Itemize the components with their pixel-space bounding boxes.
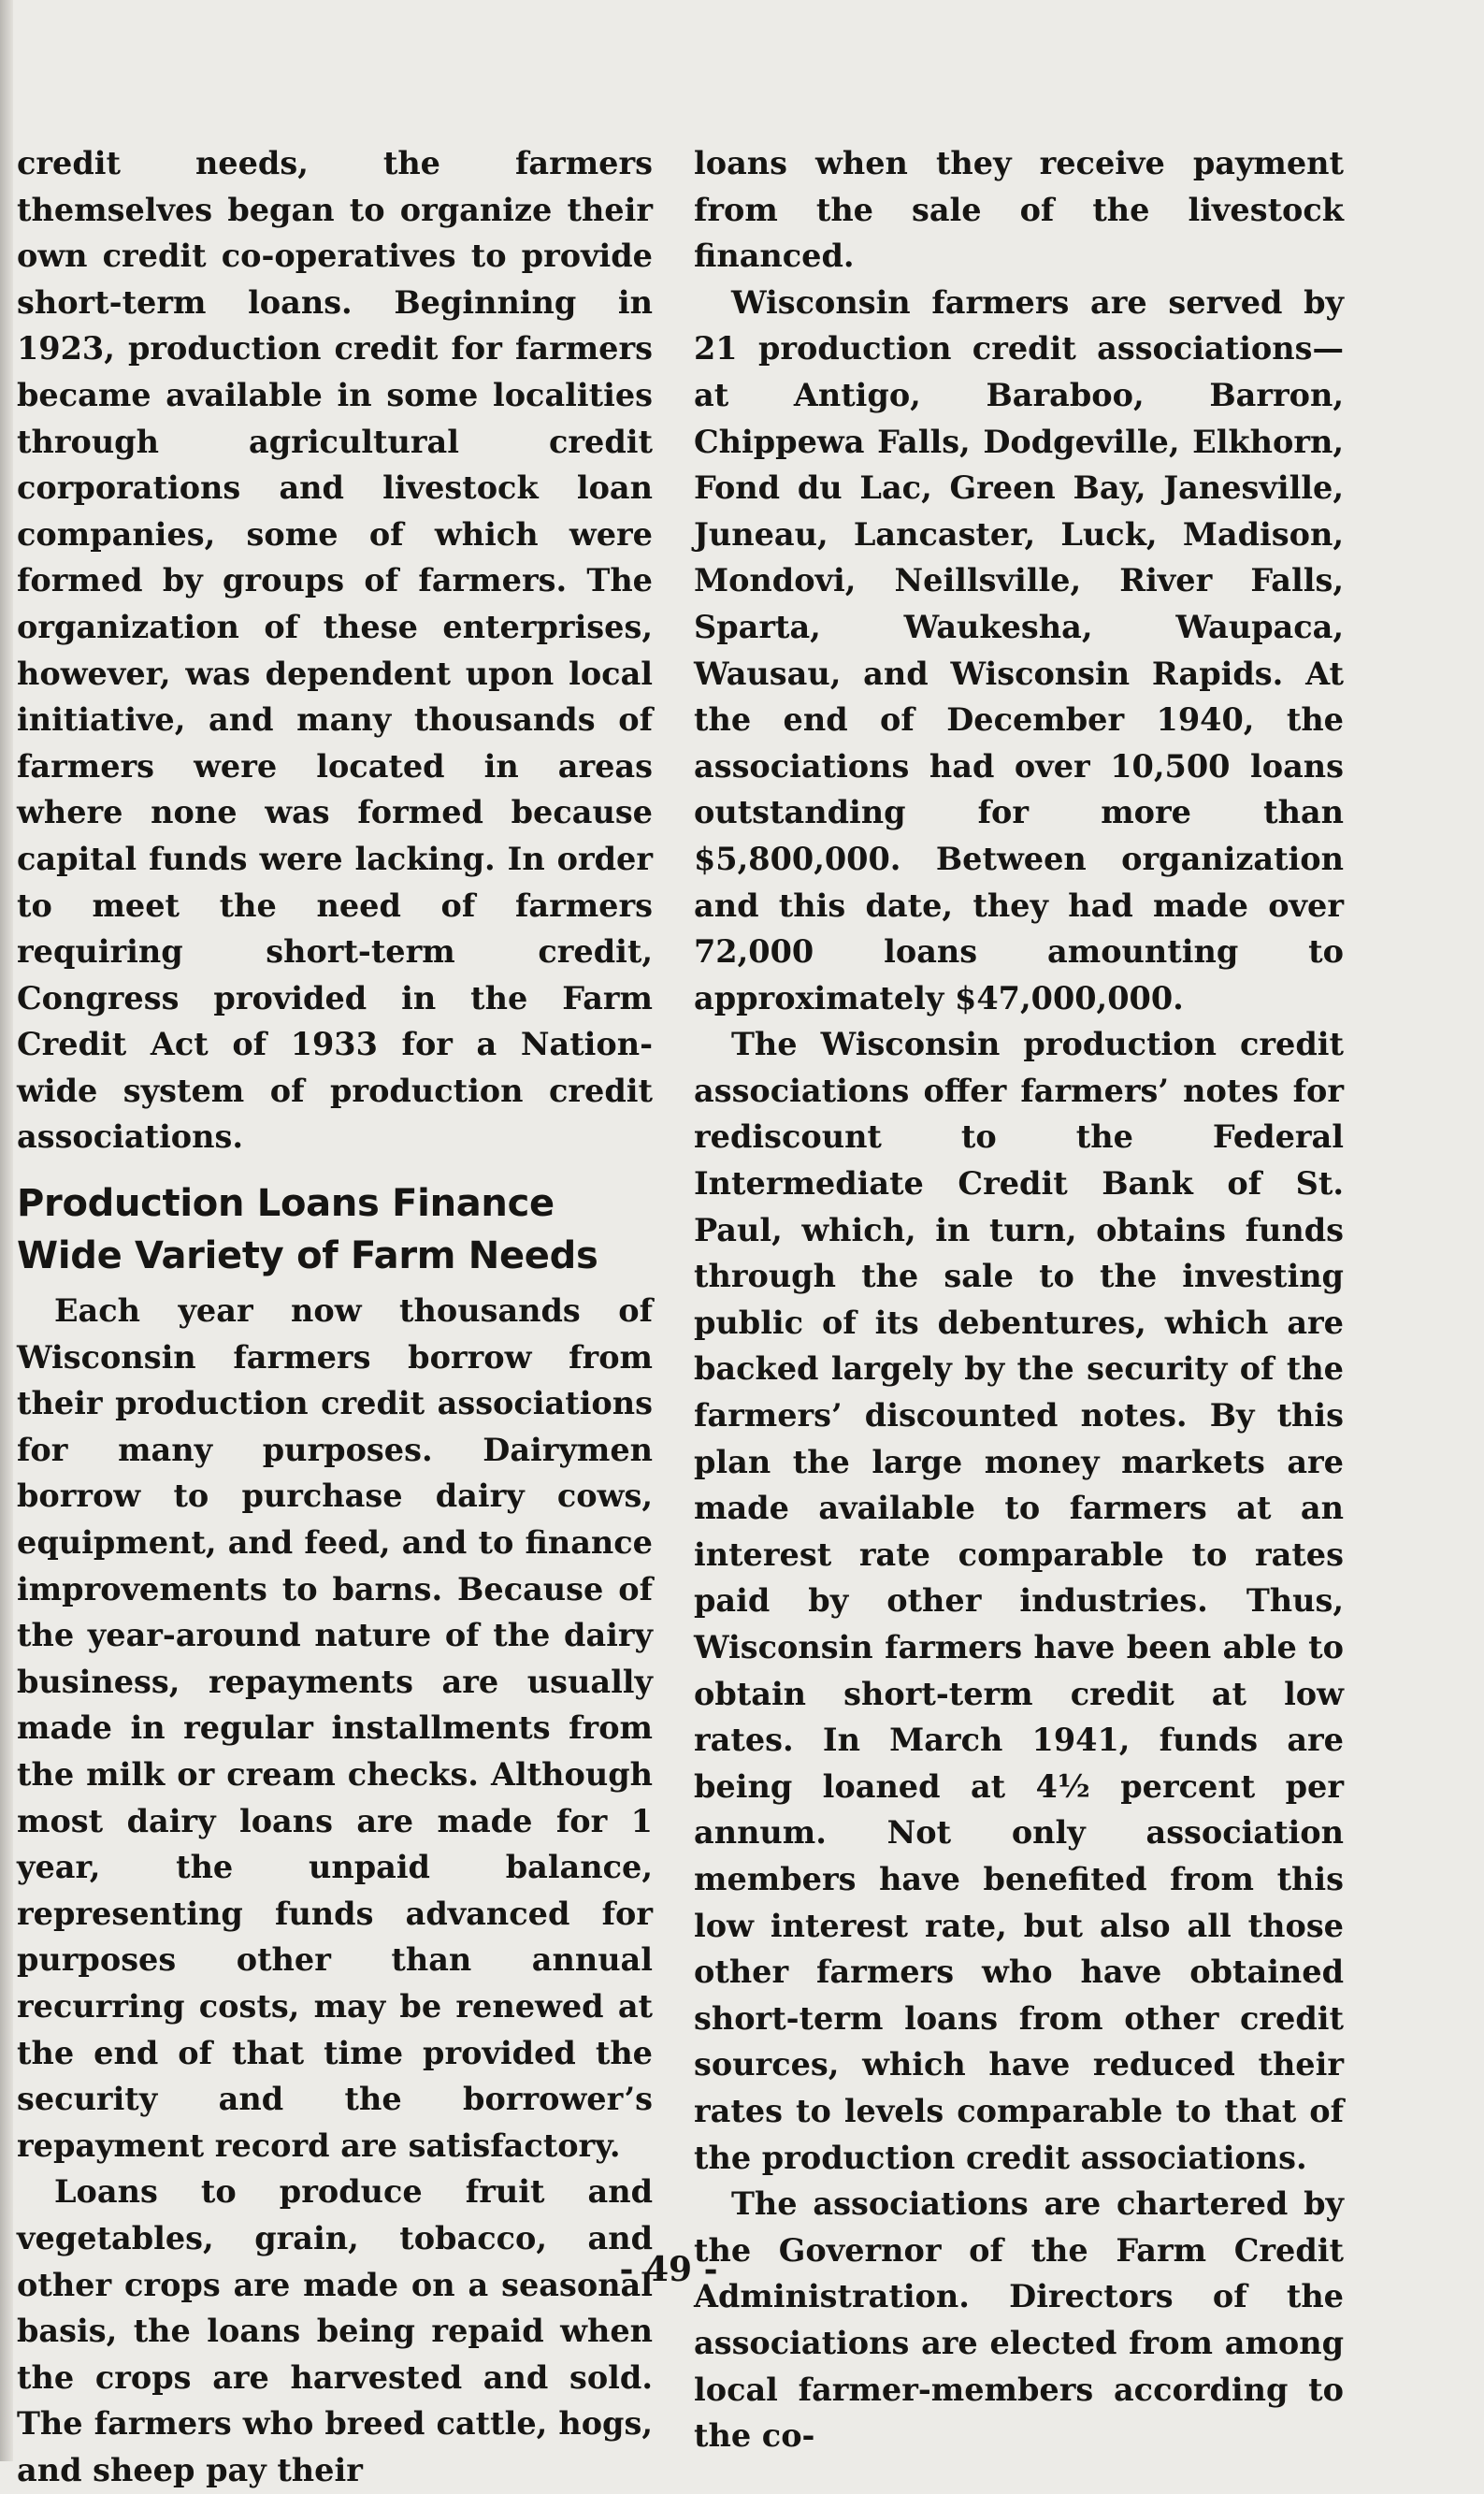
page-edge-shadow	[0, 0, 13, 2461]
left-paragraph-1: credit needs, the farmers themselves began to organize their own credit co-operatives to provide short-term loans. Beginning in 1923, production credit for farmers became available in some localities through agricultural credit corporations and livestock loan companies, some of which were formed by groups of farmers. The organization of these enterprises, however, was dependent upon local initiative, and many thousands of farmers were located in areas where none was formed because capital funds were lacking. In order to meet the need of farmers requiring short-term credit, Congress provided in the Farm Credit Act of 1933 for a Nation-wide system of production credit associations.	[17, 145, 653, 1156]
right-column	[694, 140, 1344, 2459]
left-paragraph-2: Each year now thousands of Wisconsin farmers borrow from their production credit associations for many purposes. Dairymen borrow to purchase dairy cows, equipment, and feed, and to finance improvements to barns. Because of the year-around nature of the dairy business, repayments are usually made in regular installments from the milk or cream checks. Although most dairy loans are made for 1 year, the unpaid balance, representing funds advanced for purposes other than annual recurring costs, may be renewed at the end of that time provided the security and the borrower’s repayment record are satisfactory.	[17, 1292, 653, 2164]
page-number: - 49 -	[619, 2250, 718, 2289]
right-paragraph-4: The associations are chartered by the Governor of the Farm Credit Administration. Directors of the associations are elected from among local farmer-members according to the co-	[694, 2185, 1344, 2455]
left-column	[17, 140, 653, 2494]
right-paragraph-1: loans when they receive payment from the sale of the livestock financed.	[694, 145, 1344, 275]
right-paragraph-3: The Wisconsin production credit associations offer farmers’ notes for rediscount to the Federal Intermediate Credit Bank of St. Paul, which, in turn, obtains funds through the sale to the investing public of its debentures, which are backed largely by the security of the farmers’ discounted notes. By this plan the large money markets are made available to farmers at an interest rate comparable to rates paid by other industries. Thus, Wisconsin farmers have been able to obtain short-term credit at low rates. In March 1941, funds are being loaned at 4½ percent per annum. Not only association members have benefited from this low interest rate, but also all those other farmers who have obtained short-term loans from other credit sources, which have reduced their rates to levels comparable to that of the production credit associations.	[694, 1026, 1344, 2176]
section-heading-line-2: Wide Variety of Farm Needs	[17, 1234, 598, 1278]
left-paragraph-3: Loans to produce fruit and vegetables, grain, tobacco, and other crops are made on a seasonal basis, the loans being repaid when the crops are harvested and sold. The farmers who breed cattle, hogs, and sheep pay their	[17, 2173, 653, 2488]
right-paragraph-2: Wisconsin farmers are served by 21 production credit associations—at Antigo, Baraboo, Barron, Chippewa Falls, Dodgeville, Elkhorn, Fond du Lac, Green Bay, Janesville, Juneau, Lancaster, Luck, Madison, Mondovi, Neillsville, River Falls, Sparta, Waukesha, Waupaca, Wausau, and Wisconsin Rapids. At the end of December 1940, the associations had over 10,500 loans outstanding for more than $5,800,000. Between organization and this date, they had made over 72,000 loans amounting to approximately $47,000,000.	[694, 283, 1344, 1016]
section-heading	[17, 1177, 653, 1282]
section-heading-line-1: Production Loans Finance	[17, 1182, 555, 1226]
